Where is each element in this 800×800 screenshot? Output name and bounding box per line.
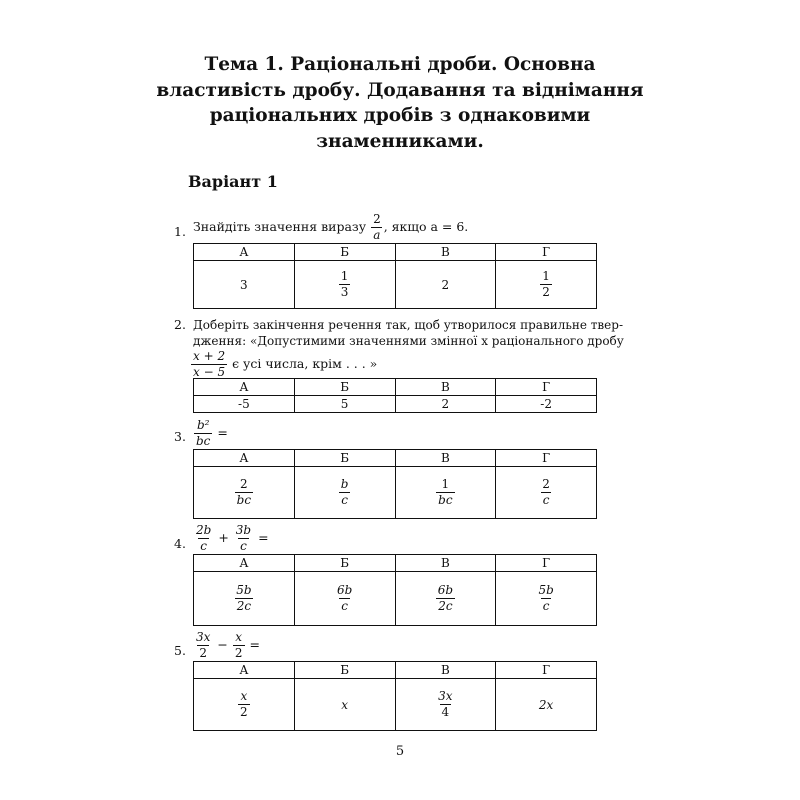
col-b-header: Б xyxy=(294,662,395,679)
q2-number: 2. xyxy=(174,317,186,332)
q3-answer-g[interactable]: $\frac{2}{c}$ xyxy=(496,467,597,519)
variant-heading: Варіант 1 xyxy=(188,172,278,191)
q5-number: 5. xyxy=(174,643,186,658)
q2-answer-g[interactable]: -2 xyxy=(496,396,597,413)
q2-ending: є усі числа, крім . . . » xyxy=(232,356,378,371)
col-a-header: А xyxy=(194,662,295,679)
col-a-header: А xyxy=(194,555,295,572)
q4-answer-table xyxy=(193,554,597,626)
q3-answer-v[interactable]: $\frac{1}{bc}$ xyxy=(395,467,496,519)
col-b-header: Б xyxy=(294,555,395,572)
q4-number: 4. xyxy=(174,536,186,551)
q1-answer-table xyxy=(193,243,597,309)
topic-title xyxy=(150,52,650,154)
q1-text xyxy=(193,213,468,242)
page-number: 5 xyxy=(395,744,405,759)
col-a-header: А xyxy=(194,450,295,467)
q1-answer-b[interactable]: $\frac{1}{3}$ xyxy=(294,261,395,309)
q4-answer-b[interactable]: $\frac{6b}{c}$ xyxy=(294,572,395,626)
q5-answer-v[interactable]: $\frac{3x}{4}$ xyxy=(395,679,496,731)
q5-answer-a[interactable]: $\frac{x}{2}$ xyxy=(194,679,295,731)
col-v-header: В xyxy=(395,450,496,467)
q2-text xyxy=(193,317,624,379)
col-g-header: Г xyxy=(496,450,597,467)
q3-number: 3. xyxy=(174,429,186,444)
q2-fraction: $\frac{x + 2}{x - 5}$ xyxy=(193,349,226,379)
q3-answer-table xyxy=(193,449,597,519)
q5-answer-g[interactable]: 2x xyxy=(496,679,597,731)
q2-answer-b[interactable]: 5 xyxy=(294,396,395,413)
q4-answer-g[interactable]: $\frac{5b}{c}$ xyxy=(496,572,597,626)
col-v-header: В xyxy=(395,662,496,679)
q5-answer-table xyxy=(193,661,597,731)
col-g-header: Г xyxy=(496,662,597,679)
col-v-header: В xyxy=(395,379,496,396)
q3-answer-a[interactable]: $\frac{2}{bc}$ xyxy=(194,467,295,519)
q3-expression: $\frac{\text{b²}}{bc}$ = xyxy=(196,418,228,448)
q4-answer-v[interactable]: $\frac{6b}{2c}$ xyxy=(395,572,496,626)
q1-fraction: $\frac{2}{a}$ xyxy=(373,212,381,242)
q1-number: 1. xyxy=(174,224,186,239)
q1-prompt: Знайдіть значення виразу xyxy=(193,219,367,234)
col-v-header: В xyxy=(395,244,496,261)
q1-answer-g[interactable]: $\frac{1}{2}$ xyxy=(496,261,597,309)
title-line-2: властивість дробу. Додавання та віднімання xyxy=(156,79,644,101)
col-g-header: Г xyxy=(496,379,597,396)
q2-line-2: дження: «Допустимими значеннями змінної x раціонального дробу xyxy=(193,334,624,348)
q2-answer-a[interactable]: -5 xyxy=(194,396,295,413)
q3-answer-b[interactable]: $\frac{b}{c}$ xyxy=(294,467,395,519)
q5-expression: $\frac{3x}{2}$ − $\frac{x}{2}$ = xyxy=(196,630,260,660)
q4-expression: $\frac{2b}{c}$ + $\frac{3b}{c}$ = xyxy=(196,523,269,553)
q2-line-1: Доберіть закінчення речення так, щоб утворилося правильне твер- xyxy=(193,318,624,332)
q3-fraction: $\frac{\text{b²}}{bc}$ xyxy=(196,418,211,448)
title-line-3: раціональних дробів з однаковими xyxy=(209,105,591,126)
title-line-1: Тема 1. Раціональні дроби. Основна xyxy=(204,54,596,75)
q2-answer-table xyxy=(193,378,597,413)
col-g-header: Г xyxy=(496,555,597,572)
q4-answer-a[interactable]: $\frac{5b}{2c}$ xyxy=(194,572,295,626)
q1-condition: , якщо a = 6. xyxy=(383,219,469,234)
col-b-header: Б xyxy=(294,244,395,261)
q1-answer-v[interactable]: 2 xyxy=(395,261,496,309)
col-b-header: Б xyxy=(294,450,395,467)
col-b-header: Б xyxy=(294,379,395,396)
q5-answer-b[interactable]: x xyxy=(294,679,395,731)
q1-answer-a[interactable]: 3 xyxy=(194,261,295,309)
col-g-header: Г xyxy=(496,244,597,261)
col-a-header: А xyxy=(194,379,295,396)
col-a-header: А xyxy=(194,244,295,261)
q2-answer-v[interactable]: 2 xyxy=(395,396,496,413)
title-line-4: знаменниками. xyxy=(316,130,484,152)
col-v-header: В xyxy=(395,555,496,572)
